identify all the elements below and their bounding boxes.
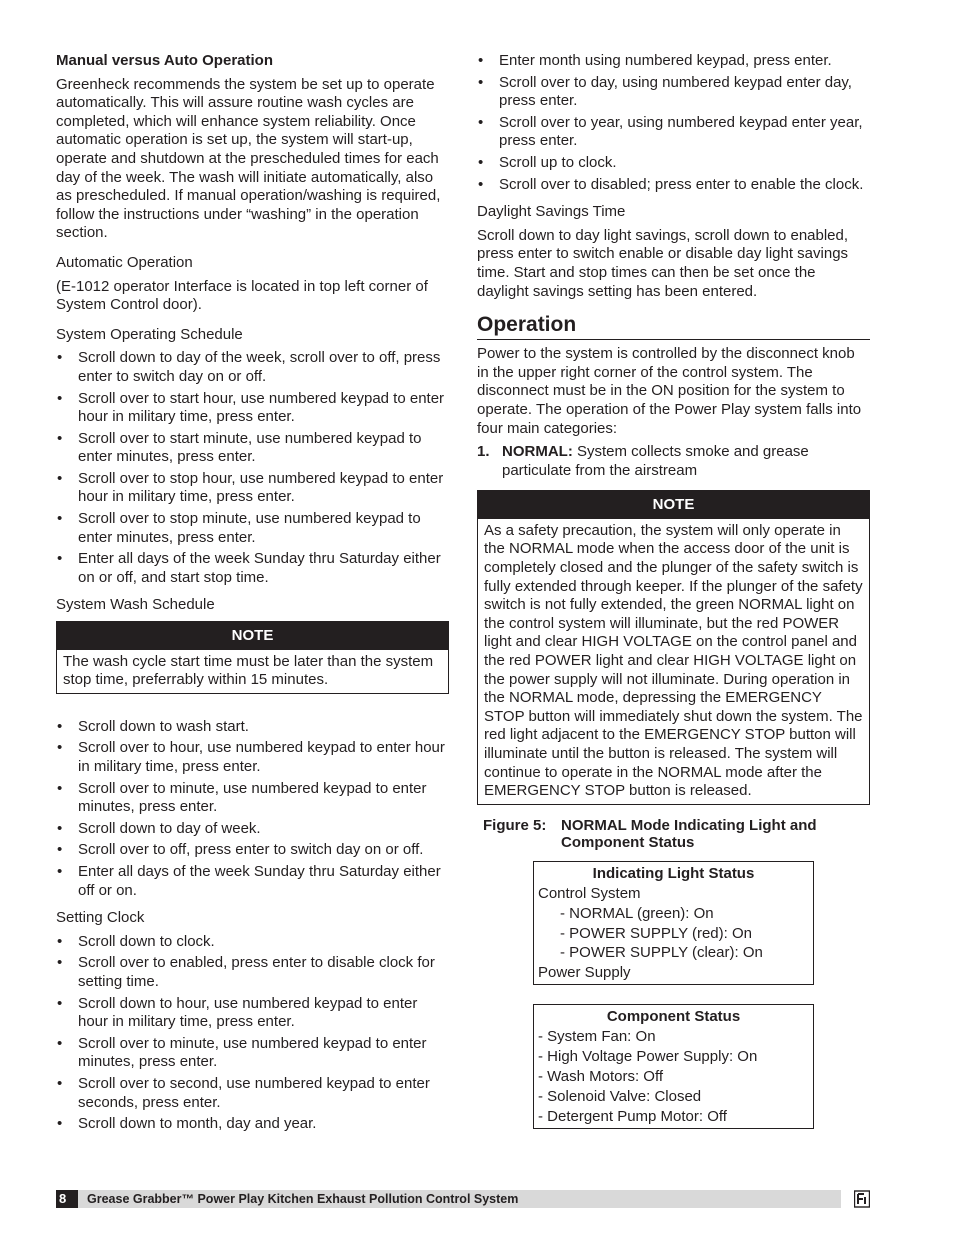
list-item: • Scroll over to hour, use numbered keypad to enter hour in military time, press enter. bbox=[56, 739, 449, 776]
item-term: NORMAL: bbox=[502, 443, 573, 461]
list-item: • Scroll over to year, using numbered keypad enter year, press enter. bbox=[477, 114, 870, 151]
right-column bbox=[477, 52, 870, 1148]
list-item: • Scroll down to hour, use numbered keypad to enter hour in military time, press enter. bbox=[56, 995, 449, 1032]
figure-caption bbox=[483, 817, 870, 851]
setting-clock-label: Setting Clock bbox=[56, 909, 145, 927]
safety-note-box bbox=[477, 490, 870, 805]
wash-schedule-list bbox=[56, 718, 449, 900]
list-item: • Enter all days of the week Sunday thru Saturday either off or on. bbox=[56, 863, 449, 900]
list-item: • Scroll over to start hour, use numbered keypad to enter hour in military time, press enter. bbox=[56, 390, 449, 427]
component-status-title: Component Status bbox=[606, 1008, 741, 1026]
status-line: - Solenoid Valve: Closed bbox=[538, 1087, 702, 1105]
list-item: • Scroll over to day, using numbered keypad enter day, press enter. bbox=[477, 74, 870, 111]
item-number: 1. bbox=[477, 443, 490, 461]
setting-clock-list bbox=[56, 933, 449, 1134]
page-number: 8 bbox=[56, 1190, 78, 1208]
list-item: • Scroll down to day of the week, scroll over to off, press enter to switch day on or off. bbox=[56, 349, 449, 386]
manual-paragraph: Greenheck recommends the system be set up to operate automatically. This will assure routine wash cycles are completed, which will enhance system reliability. Once automatic operation is set up, the system will start-up, operate and shutdown at the prescheduled times for each day of the week. The wash will initiate automatically, also as prescheduled. If manual operation/washing is required, follow the instructions under “washing” in the operation section. bbox=[56, 75, 441, 242]
list-item: • Scroll over to stop minute, use numbered keypad to enter minutes, press enter. bbox=[56, 510, 449, 547]
operation-categories-list bbox=[477, 443, 870, 480]
power-supply-label: Power Supply bbox=[538, 964, 631, 982]
component-status-box bbox=[533, 1004, 814, 1128]
wash-note-text: The wash cycle start time must be later than the system stop time, preferrably within 15 minutes. bbox=[63, 652, 434, 689]
list-item: • Scroll over to disabled; press enter to enable the clock. bbox=[477, 176, 870, 195]
operating-schedule-label: System Operating Schedule bbox=[56, 325, 243, 343]
list-item: • Enter all days of the week Sunday thru Saturday either on or off, and start stop time. bbox=[56, 550, 449, 587]
operating-schedule-list bbox=[56, 349, 449, 587]
manual-heading: Manual versus Auto Operation bbox=[56, 52, 273, 69]
list-item: • Scroll over to off, press enter to switch day on or off. bbox=[56, 841, 449, 860]
control-system-label: Control System bbox=[538, 884, 641, 902]
indicating-light-title: Indicating Light Status bbox=[592, 864, 755, 882]
safety-note-title: NOTE bbox=[478, 491, 869, 519]
status-line: - Wash Motors: Off bbox=[538, 1067, 664, 1085]
operation-paragraph: Power to the system is controlled by the disconnect knob in the upper right corner of the control system. The disconnect must be in the ON position for the system to operate. The operation of the Power Play system falls into four main categories: bbox=[477, 345, 862, 437]
page-footer bbox=[56, 1190, 870, 1208]
status-line: - High Voltage Power Supply: On bbox=[538, 1048, 758, 1066]
list-item bbox=[477, 443, 870, 480]
item-text: System collects smoke and grease particulate from the airstream bbox=[502, 443, 809, 479]
indicating-light-status-box bbox=[533, 861, 814, 985]
daylight-savings-label: Daylight Savings Time bbox=[477, 203, 626, 221]
list-item: • Scroll over to minute, use numbered keypad to enter minutes, press enter. bbox=[56, 1035, 449, 1072]
list-item: • Scroll over to stop hour, use numbered keypad to enter hour in military time, press enter. bbox=[56, 470, 449, 507]
status-line: - POWER SUPPLY (clear): On bbox=[560, 944, 763, 962]
status-line: - System Fan: On bbox=[538, 1028, 656, 1046]
list-item: • Scroll down to month, day and year. bbox=[56, 1115, 449, 1134]
list-item: • Scroll over to enabled, press enter to disable clock for setting time. bbox=[56, 954, 449, 991]
figure-number: Figure 5: bbox=[483, 816, 547, 834]
list-item: • Scroll up to clock. bbox=[477, 154, 870, 173]
status-line: - Detergent Pump Motor: Off bbox=[538, 1107, 727, 1125]
left-column bbox=[56, 52, 449, 1143]
list-item: • Scroll over to start minute, use numbered keypad to enter minutes, press enter. bbox=[56, 430, 449, 467]
wash-note-title: NOTE bbox=[57, 622, 448, 650]
list-item: • Scroll over to minute, use numbered keypad to enter minutes, press enter. bbox=[56, 780, 449, 817]
list-item: • Enter month using numbered keypad, press enter. bbox=[477, 52, 870, 71]
wash-schedule-label: System Wash Schedule bbox=[56, 596, 215, 614]
list-item: • Scroll down to clock. bbox=[56, 933, 449, 952]
footer-title: Grease Grabber™ Power Play Kitchen Exhaust Pollution Control System bbox=[87, 1192, 519, 1206]
figure-title: NORMAL Mode Indicating Light and Component Status bbox=[561, 816, 817, 851]
automatic-operation-label: Automatic Operation bbox=[56, 253, 193, 271]
status-line: - POWER SUPPLY (red): On bbox=[560, 924, 752, 942]
daylight-savings-paragraph: Scroll down to day light savings, scroll down to enabled, press enter to switch enable or disable day light savings time. Start and stop times can then be set once the daylight savings setting has been entered. bbox=[477, 226, 849, 300]
wash-note-box bbox=[56, 621, 449, 694]
list-item: • Scroll over to second, use numbered keypad to enter seconds, press enter. bbox=[56, 1075, 449, 1112]
greenheck-logo-icon bbox=[854, 1190, 870, 1208]
list-item: • Scroll down to wash start. bbox=[56, 718, 449, 737]
safety-note-text: As a safety precaution, the system will only operate in the NORMAL mode when the access door of the unit is completely closed and the plunger of the safety switch is fully extended through keeper. If the plunger of the safety switch is not fully extended, the green NORMAL light on the control system will illuminate, but the red POWER light and clear HIGH VOLTAGE on the control panel and the red POWER light and clear HIGH VOLTAGE light on the power supply will not illuminate. During operation in the NORMAL mode, depressing the EMERGENCY STOP button will immediately shut down the system. The red light adjacent to the EMERGENCY STOP button will illuminate until the button is released. The system will continue to operate in the NORMAL mode after the EMERGENCY STOP button is released. bbox=[484, 521, 863, 800]
list-item: • Scroll down to day of week. bbox=[56, 820, 449, 839]
operation-heading: Operation bbox=[477, 312, 870, 340]
automatic-operation-paragraph: (E-1012 operator Interface is located in top left corner of System Control door). bbox=[56, 277, 428, 314]
setting-clock-list-continued bbox=[477, 52, 870, 194]
status-line: - NORMAL (green): On bbox=[560, 904, 714, 922]
